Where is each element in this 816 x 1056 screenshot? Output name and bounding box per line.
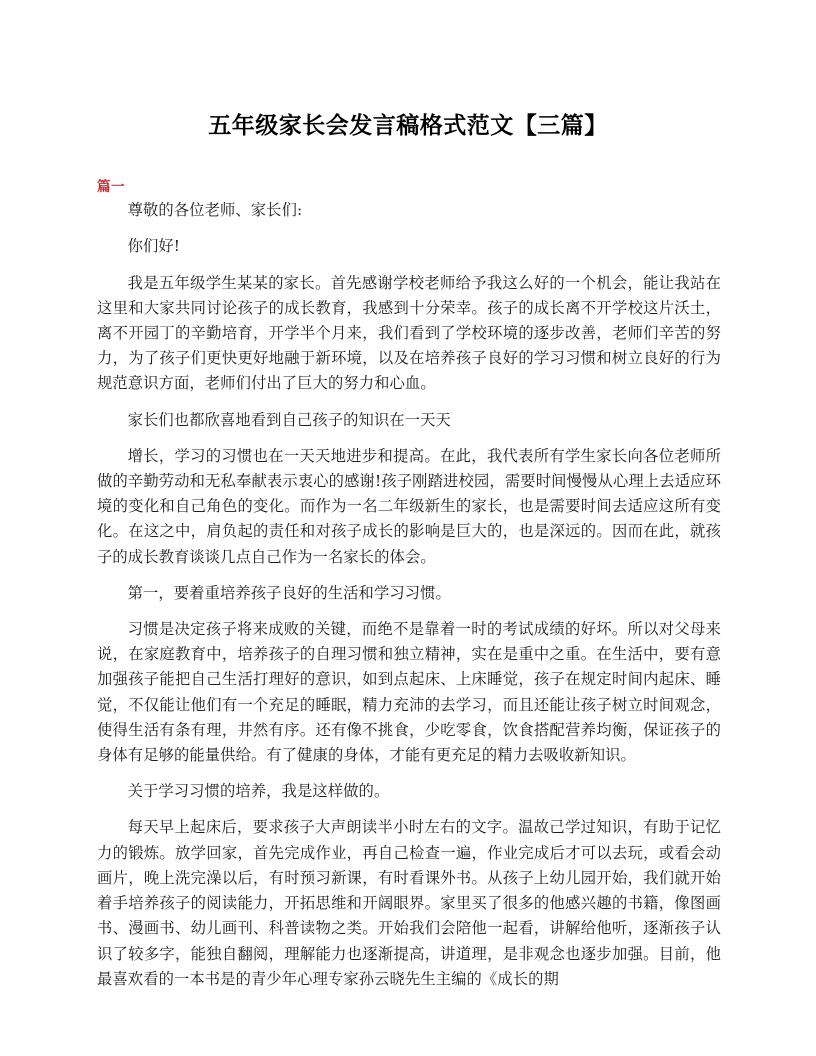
paragraph-salutation: 尊敬的各位老师、家长们: (127, 201, 303, 220)
paragraph-intro: 我是五年级学生某某的家长。首先感谢学校老师给予我这么好的一个机会，能让我站在这里和大家共同讨论孩子的成长教育，我感到十分荣幸。孩子的成长离不开学校这片沃土，离不开园丁的辛勤培育，开学半个月来，我们看到了学校环境的逐步改善，老师们辛苦的努力，为了孩子们更快更好地融于新环境，以及在培养孩子良好的学习习惯和树立良好的行为规范意识方面，老师们付出了巨大的努力和心血。 (97, 273, 721, 393)
paragraph-greeting: 你们好! (127, 237, 181, 256)
paragraph-habits: 习惯是决定孩子将来成败的关键，而绝不是靠着一时的考试成绩的好坏。所以对父母来说，在家庭教育中，培养孩子的自理习惯和独立精神，实在是重中之重。在生活中，要有意加强孩子能把自己生活打理好的意识，如到点起床、上床睡觉，孩子在规定时间内起床、睡觉，不仅能让他们有一个充足的睡眠，精力充沛的去学习，而且还能让孩子树立时间观念，使得生活有条有理，井然有序。还有像不挑食，少吃零食，饮食搭配营养均衡，保证孩子的身体有足够的能量供给。有了健康的身体，才能有更充足的精力去吸收新知识。 (97, 620, 721, 765)
paragraph-point-one-heading: 第一，要着重培养孩子良好的生活和学习习惯。 (127, 583, 451, 602)
document-body (97, 178, 721, 992)
section-marker-pian-yi: 篇一 (97, 179, 125, 195)
paragraph-thanks: 增长，学习的习惯也在一天天地进步和提高。在此，我代表所有学生家长向各位老师所做的辛勤劳动和无私奉献表示衷心的感谢!孩子刚踏进校园，需要时间慢慢从心理上去适应环境的变化和自己角色的变化。而作为一名二年级新生的家长，也是需要时间去适应这所有变化。在这之中，肩负起的责任和对孩子成长的影响是巨大的，也是深远的。因而在此，就孩子的成长教育谈谈几点自己作为一名家长的体会。 (97, 446, 721, 566)
page-title: 五年级家长会发言稿格式范文【三篇】 (208, 112, 608, 140)
paragraph-study-habit-lead: 关于学习习惯的培养，我是这样做的。 (127, 782, 390, 801)
paragraph-parents-observe: 家长们也都欣喜地看到自己孩子的知识在一天天 (127, 410, 451, 429)
paragraph-daily-routine: 每天早上起床后，要求孩子大声朗读半小时左右的文字。温故己学过知识，有助于记忆力的锻炼。放学回家，首先完成作业，再自己检查一遍，作业完成后才可以去玩，或看会动画片，晚上洗完澡以后，有时预习新课，有时看课外书。从孩子上幼儿园开始，我们就开始着手培养孩子的阅读能力，开拓思维和开阔眼界。家里买了很多的他感兴趣的书籍，像图画书、漫画书、幼儿画刊、科普读物之类。开始我们会陪他一起看，讲解给他听，逐渐孩子认识了较多字，能独自翻阅，理解能力也逐渐提高，讲道理，是非观念也逐步加强。目前，他最喜欢看的一本书是的青少年心理专家孙云晓先生主编的《成长的期 (97, 818, 721, 988)
